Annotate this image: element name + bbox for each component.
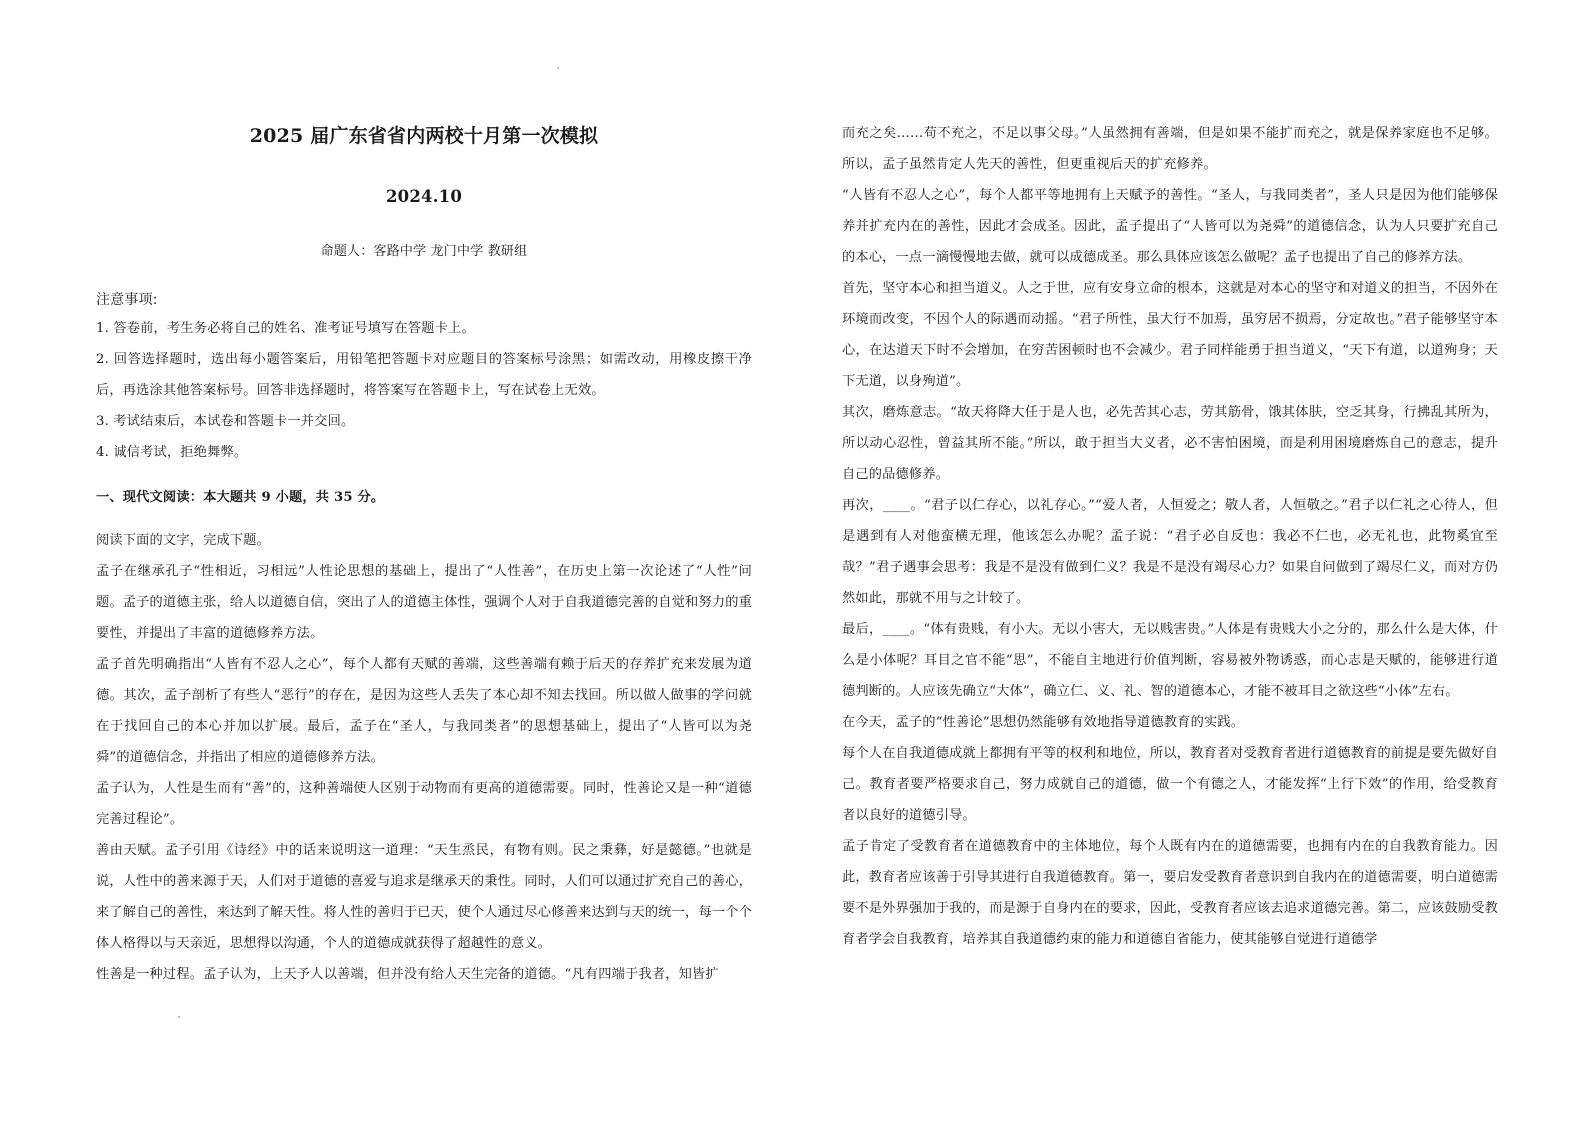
body-paragraph: 其次，磨炼意志。“故天将降大任于是人也，必先苦其心志，劳其筋骨，饿其体肤，空乏其身，行拂乱其所为，所以动心忍性，曾益其所不能。”所以，敢于担当大义者，必不害怕困境，而是利用困境磨炼自己的意志，提升自己的品德修养。 — [842, 405, 1498, 482]
notice-item: 1. 答卷前，考生务必将自己的姓名、准考证号填写在答题卡上。 — [96, 321, 475, 336]
left-column — [96, 111, 752, 990]
scan-speck — [178, 1016, 180, 1018]
body-paragraph: 孟子首先明确指出“人皆有不忍人之心”，每个人都有天赋的善端，这些善端有赖于后天的存养扩充来发展为道德。其次，孟子剖析了有些人“恶行”的存在，是因为这些人丢失了本心却不知去找回。所以做人做事的学问就在于找回自己的本心并加以扩展。最后，孟子在“圣人，与我同类者”的思想基础上，提出了“人皆可以为尧舜”的道德信念，并指出了相应的道德修养方法。 — [96, 657, 752, 765]
reading-instruction: 阅读下面的文字，完成下题。 — [96, 533, 271, 548]
notice-item: 2. 回答选择题时，选出每小题答案后，用铅笔把答题卡对应题目的答案标号涂黑；如需改动，用橡皮擦干净后，再选涂其他答案标号。回答非选择题时，将答案写在答题卡上，写在试卷上无效。 — [96, 352, 752, 398]
notice-item: 4. 诚信考试，拒绝舞弊。 — [96, 445, 248, 460]
scan-speck — [557, 67, 559, 69]
body-paragraph: 在今天，孟子的“性善论”思想仍然能够有效地指导道德教育的实践。 — [842, 715, 1245, 730]
body-paragraph: 善由天赋。孟子引用《诗经》中的话来说明这一道理：“天生烝民，有物有则。民之秉彝，好是懿德。”也就是说，人性中的善来源于天，人们对于道德的喜爱与追求是继承天的秉性。同时，人们可以通过扩充自己的善心，来了解自己的善性，来达到了解天性。将人性的善归于已天，使个人通过尽心修善来达到与天的统一，每一个个体人格得以与天亲近，思想得以沟通，个人的道德成就获得了超越性的意义。 — [96, 843, 752, 951]
body-paragraph: 首先，坚守本心和担当道义。人之于世，应有安身立命的根本，这就是对本心的坚守和对道义的担当，不因外在环境而改变，不因个人的际遇而动摇。“君子所性，虽大行不加焉，虽穷居不损焉，分定故也。”君子能够坚守本心，在达道天下时不会增加，在穷苦困顿时也不会减少。君子同样能勇于担当道义，“天下有道，以道殉身；天下无道，以身殉道”。 — [842, 281, 1498, 389]
body-paragraph: 每个人在自我道德成就上都拥有平等的权利和地位，所以，教育者对受教育者进行道德教育的前提是要先做好自己。教育者要严格要求自己，努力成就自己的道德，做一个有德之人，才能发挥“上行下效”的作用，给受教育者以良好的道德引导。 — [842, 746, 1498, 823]
exam-date: 2024.10 — [385, 187, 463, 206]
section-heading: 一、现代文阅读：本大题共 9 小题，共 35 分。 — [96, 490, 385, 505]
right-column — [842, 118, 1498, 955]
body-paragraph: 性善是一种过程。孟子认为，上天予人以善端，但并没有给人天生完备的道德。“凡有四端于我者，知皆扩 — [96, 967, 719, 982]
body-paragraph: 孟子认为，人性是生而有“善”的，这种善端使人区别于动物而有更高的道德需要。同时，性善论又是一种“道德完善过程论”。 — [96, 781, 752, 827]
notice-heading: 注意事项: — [96, 292, 158, 308]
body-paragraph: 再次，____。“君子以仁存心，以礼存心。”“爱人者，人恒爱之；敬人者，人恒敬之。”君子以仁礼之心待人，但是遇到有人对他蛮横无理，他该怎么办呢？孟子说：“君子必自反也：我必不仁也，必无礼也，此物奚宜至哉？”君子遇事会思考：我是不是没有做到仁义？我是不是没有竭尽心力？如果自问做到了竭尽仁义，而对方仍然如此，那就不用与之计较了。 — [842, 498, 1498, 606]
body-paragraph: 孟子肯定了受教育者在道德教育中的主体地位，每个人既有内在的道德需要，也拥有内在的自我教育能力。因此，教育者应该善于引导其进行自我道德教育。第一，要启发受教育者意识到自我内在的道德需要，明白道德需要不是外界强加于我的，而是源于自身内在的要求，因此，受教育者应该去追求道德完善。第二，应该鼓励受教育者学会自我教育，培养其自我道德约束的能力和道德自省能力，使其能够自觉进行道德学 — [842, 839, 1498, 947]
exam-author: 命题人：客路中学 龙门中学 教研组 — [320, 244, 528, 259]
body-paragraph: “人皆有不忍人之心”，每个人都平等地拥有上天赋予的善性。“圣人，与我同类者”，圣人只是因为他们能够保养并扩充内在的善性，因此才会成圣。因此，孟子提出了“人皆可以为尧舜”的道德信念，认为人只要扩充自己的本心，一点一滴慢慢地去做，就可以成德成圣。那么具体应该怎么做呢？孟子也提出了自己的修养方法。 — [842, 188, 1498, 265]
body-paragraph: 而充之矣……苟不充之，不足以事父母。”人虽然拥有善端，但是如果不能扩而充之，就是保养家庭也不足够。所以，孟子虽然肯定人先天的善性，但更重视后天的扩充修养。 — [842, 126, 1498, 172]
body-paragraph: 最后，____。“体有贵贱，有小大。无以小害大，无以贱害贵。”人体是有贵贱大小之分的，那么什么是大体，什么是小体呢？耳目之官不能“思”，不能自主地进行价值判断，容易被外物诱惑，而心志是天赋的，能够进行道德判断的。人应该先确立“大体”，确立仁、义、礼、智的道德本心，才能不被耳目之欲这些“小体”左右。 — [842, 622, 1498, 699]
body-paragraph: 孟子在继承孔子“性相近，习相远”人性论思想的基础上，提出了“人性善”，在历史上第一次论述了“人性”问题。孟子的道德主张，给人以道德自信，突出了人的道德主体性，强调个人对于自我道德完善的自觉和努力的重要性，并提出了丰富的道德修养方法。 — [96, 564, 752, 641]
notice-item: 3. 考试结束后，本试卷和答题卡一并交回。 — [96, 414, 355, 429]
exam-title: 2025 届广东省省内两校十月第一次模拟 — [249, 125, 599, 147]
